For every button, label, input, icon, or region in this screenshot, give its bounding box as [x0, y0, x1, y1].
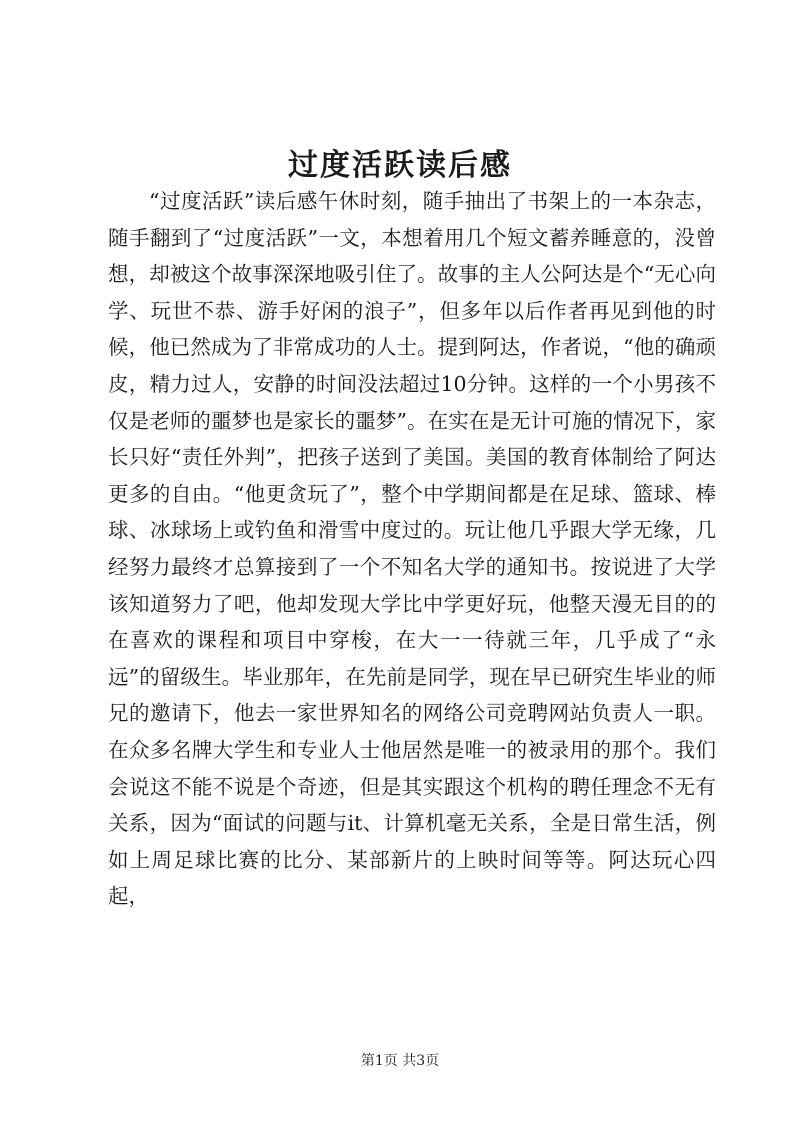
page-footer: 第1页 共3页 [360, 1053, 440, 1069]
document-title: 过度活跃读后感 [288, 148, 512, 183]
body-paragraph: “过度活跃”读后感午休时刻，随手抽出了书架上的一本杂志，随手翻到了“过度活跃”一文，本想着用几个短文蓄养睡意的，没曾想，却被这个故事深深地吸引住了。故事的主人公阿达是个“无心向学、玩世不恭、游手好闲的浪子”，但多年以后作者再见到他的时候，他已然成为了非常成功的人士。提到阿达，作者说，“他的确顽皮，精力过人，安静的时间没法超过10分钟。这样的一个小男孩不仅是老师的噩梦也是家长的噩梦”。在实在是无计可施的情况下，家长只好“责任外判”，把孩子送到了美国。美国的教育体制给了阿达更多的自由。“他更贪玩了”，整个中学期间都是在足球、篮球、棒球、冰球场上或钓鱼和滑雪中度过的。玩让他几乎跟大学无缘，几经努力最终才总算接到了一个不知名大学的通知书。按说进了大学该知道努力了吧，他却发现大学比中学更好玩，他整天漫无目的的在喜欢的课程和项目中穿梭，在大一一待就三年，几乎成了“永远”的留级生。毕业那年，在先前是同学，现在早已研究生毕业的师兄的邀请下，他去一家世界知名的网络公司竞聘网站负责人一职。在众多名牌大学生和专业人士他居然是唯一的被录用的那个。我们会说这不能不说是个奇迹，但是其实跟这个机构的聘任理念不无有关系，因为“面试的问题与it、计算机毫无关系，全是日常生活，例如上周足球比赛的比分、某部新片的上映时间等等。阿达玩心四起， [108, 189, 716, 909]
